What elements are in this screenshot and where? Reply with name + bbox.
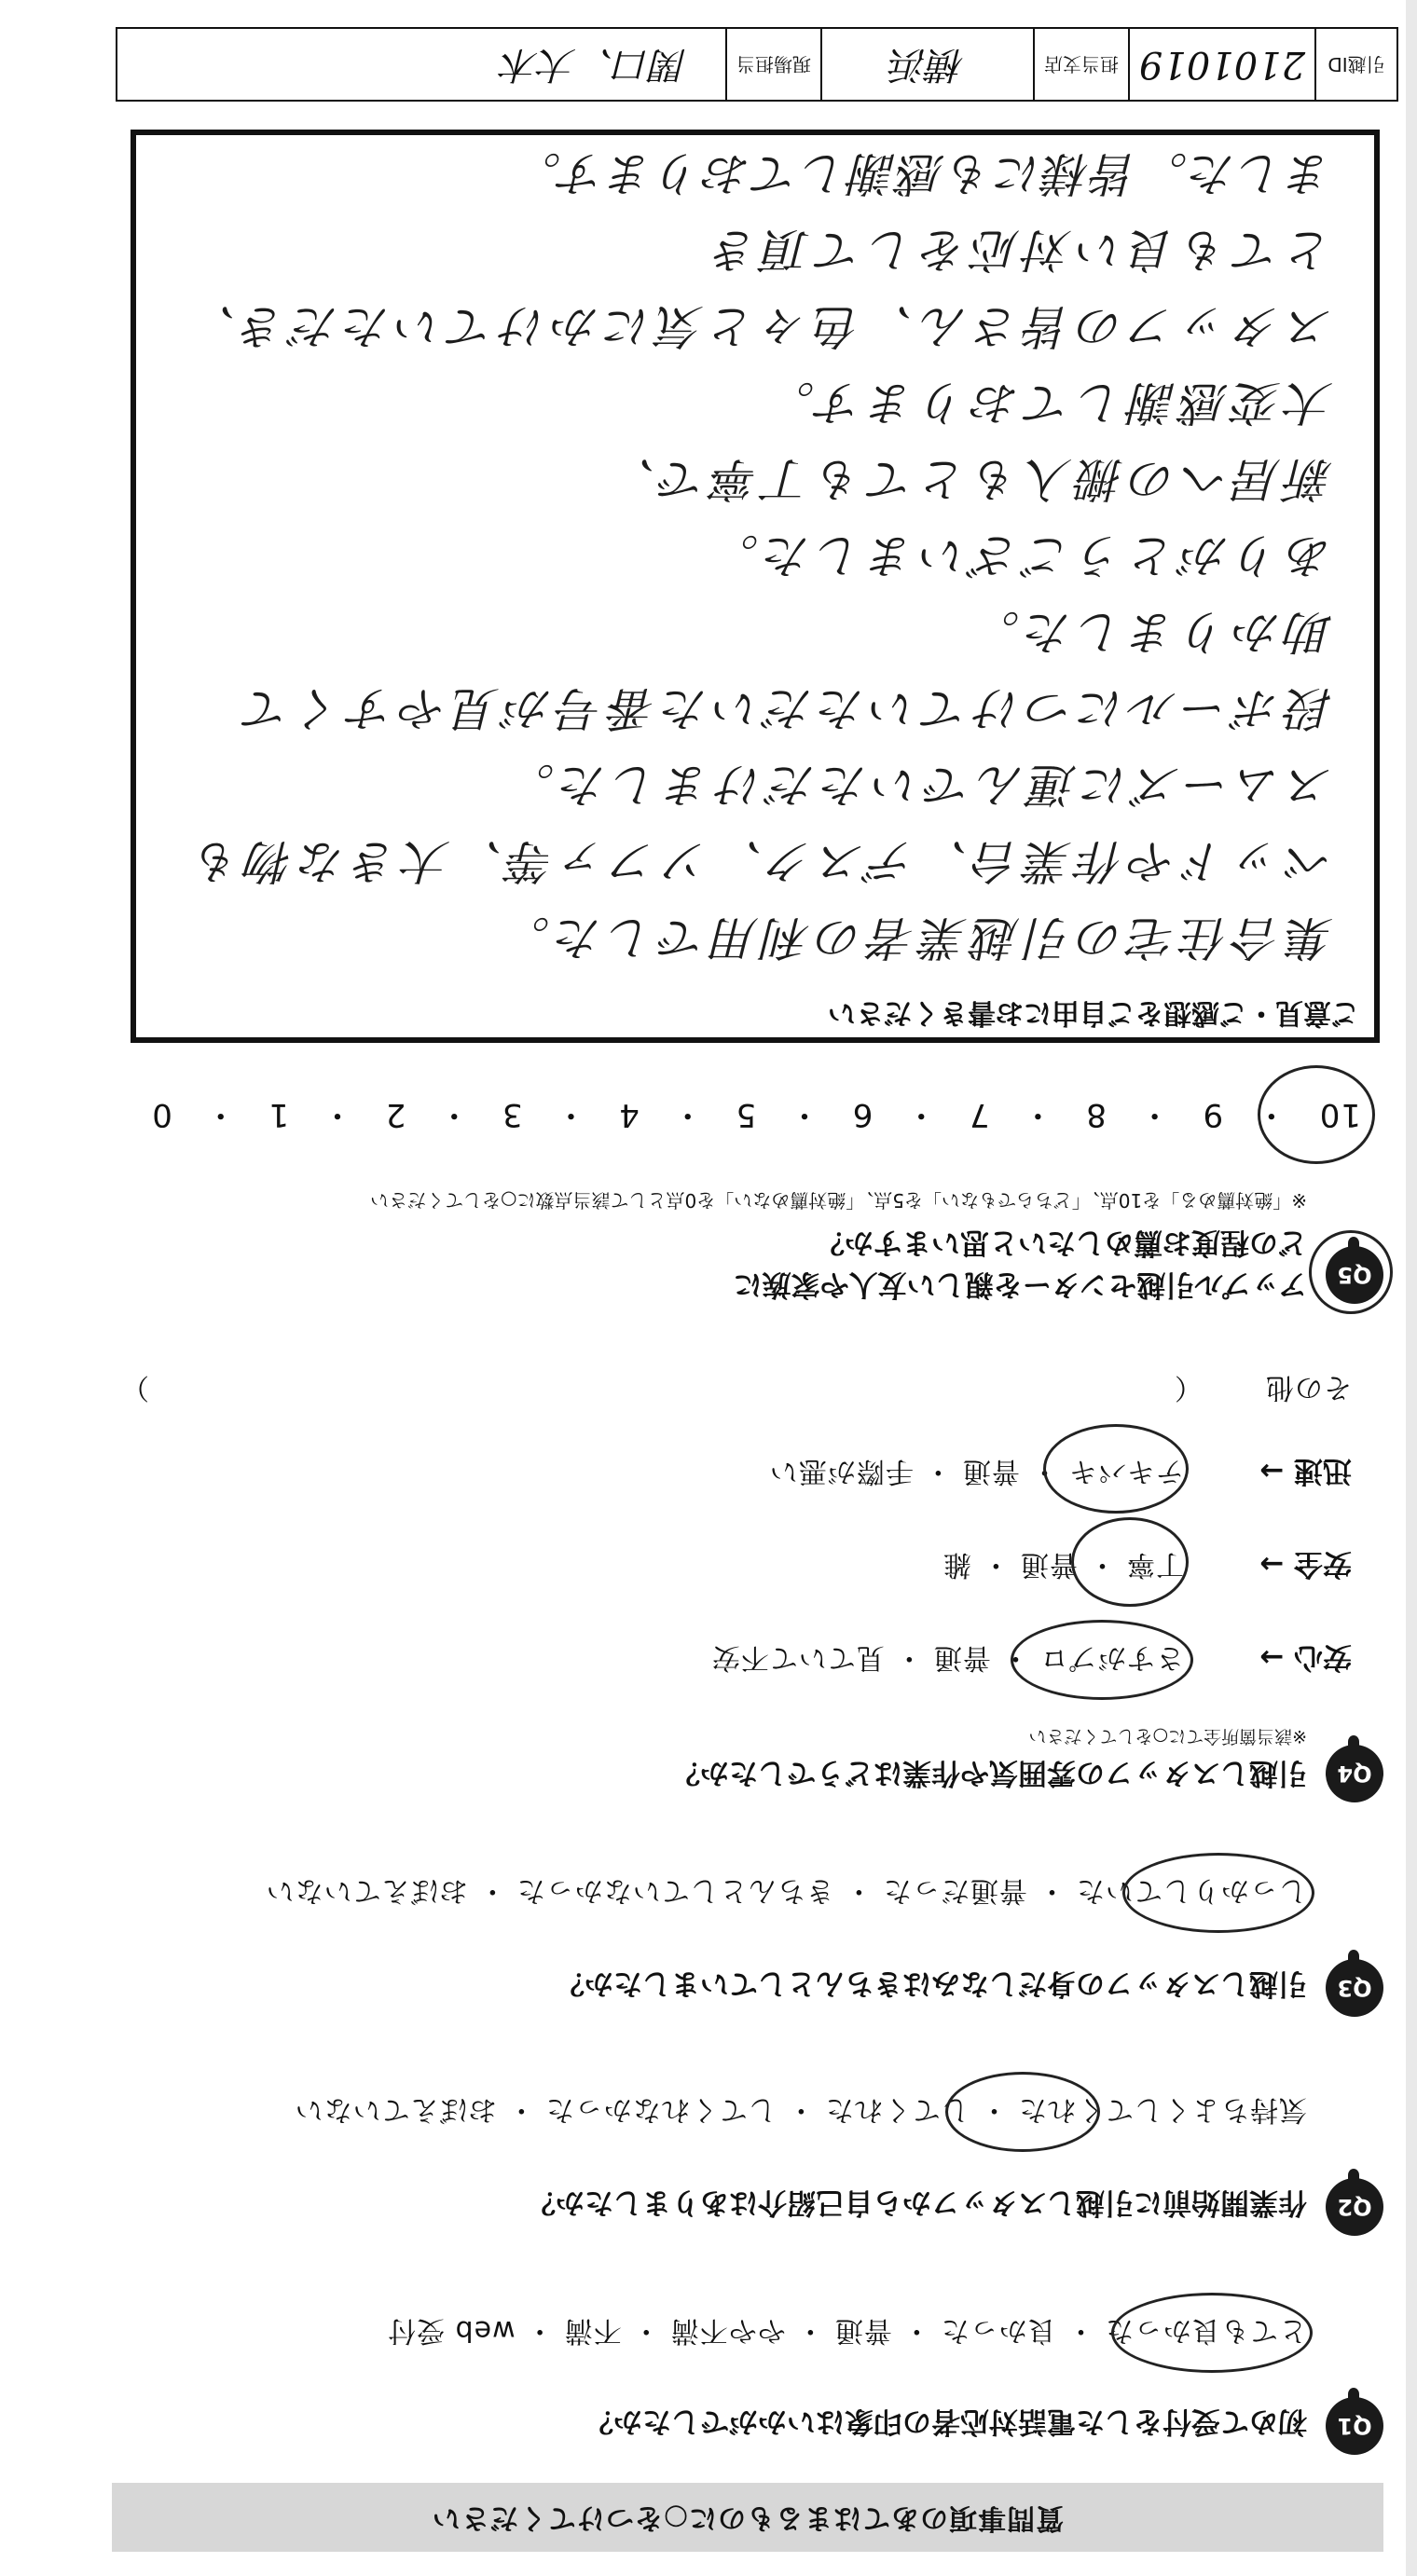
branch-value: 横浜 (820, 29, 1033, 100)
q4-other-close: ） (120, 1371, 149, 1404)
q4-row-speed-options: テキパキ ・ 普通 ・ 手際が悪い (768, 1455, 1184, 1487)
comment-line-9: スタッフの皆さん、色々と気にかけていただき、 (184, 299, 1333, 353)
move-id-label: 引越ID (1314, 29, 1396, 100)
comment-line-4: 段ボールにつけていただいた番号が見やすくて (239, 681, 1333, 735)
comment-line-1: 集合住宅の引越業者の利用でした。 (498, 911, 1333, 965)
comment-line-2: ベッドや作業台、デスク、ソファ等、大きな物も (189, 834, 1333, 888)
comment-line-10: とても良い対応をして頂き (707, 223, 1333, 277)
q4-question: 引越しスタッフの雰囲気や作業はどうでしたか？ (671, 1756, 1307, 1789)
q4-badge: Q4 (1326, 1745, 1383, 1802)
q2-badge: Q2 (1326, 2178, 1383, 2236)
q4-speed-circle (1043, 1424, 1189, 1514)
comment-line-6: ありがとうございました。 (707, 528, 1333, 582)
q5-question-line2: どの程度お薦めしたいと思いますか？ (816, 1226, 1307, 1259)
q2-answer-circle (945, 2072, 1100, 2152)
q1-options: とても良かった ・ 良かった ・ 普通 ・ やや不満 ・ 不満 ・ web 受付 (387, 2314, 1307, 2347)
meta-row (116, 27, 1398, 102)
q4-relief-circle (1011, 1620, 1193, 1700)
comment-line-11: ました。皆様にも感謝しております。 (513, 146, 1333, 200)
q4-row-relief-label: 安心 → (1259, 1640, 1352, 1674)
q5-badge-circle (1309, 1230, 1393, 1314)
comment-line-7: 新居への搬入もとても丁寧で、 (603, 452, 1333, 506)
move-id-value: 2101019 (1128, 29, 1314, 100)
q4-note: ※該当箇所全てに○をしてください (1028, 1726, 1307, 1747)
q3-question: 引越しスタッフの身だしなみはきちんとしていましたか？ (556, 1966, 1307, 2000)
q5-note: ※「絶対薦める」を10点、「どちらでもない」を5点、「絶対薦めない」を0点として該当点数に○をしてください (370, 1189, 1307, 1212)
q4-other-label: その他 (1265, 1371, 1352, 1404)
q2-options: 気持ちよくしてくれた ・ してくれた ・ してくれなかった ・ おぼえていない (294, 2093, 1307, 2126)
branch-label: 担当支店 (1033, 29, 1128, 100)
q2-question: 作業開始前に引越しスタッフから自己紹介はありましたか？ (527, 2185, 1307, 2219)
q1-question: 初めて受付をした電話対応者の印象はいかがでしたか？ (585, 2405, 1307, 2438)
q4-row-safety-label: 安全 → (1259, 1547, 1352, 1581)
person-label: 現場担当 (725, 29, 820, 100)
q1-answer-circle (1111, 2293, 1313, 2373)
q5-question-line1: アップル引越センターを親しい友人や家族に (733, 1267, 1307, 1301)
comment-line-8: 大変感謝しております。 (763, 376, 1333, 430)
q3-answer-circle (1122, 1853, 1314, 1933)
comment-line-5: 助かりました。 (968, 605, 1333, 659)
q5-badge: Q5 (1326, 1246, 1383, 1304)
q4-row-speed-label: 迅速 → (1259, 1454, 1352, 1487)
q3-options: しっかりしていた ・ 普通だった ・ きちんとしていなかった ・ おぼえていない (265, 1874, 1307, 1907)
comment-box-title: ご意見・ご感想をご自由にお書きください (828, 996, 1359, 1029)
person-value: 関口、大木 (502, 43, 688, 86)
q4-other-open: （ (1174, 1371, 1203, 1404)
q3-badge: Q3 (1326, 1959, 1383, 2017)
q1-badge: Q1 (1326, 2397, 1383, 2455)
comment-line-3: スムーズに運んでいただけました。 (502, 758, 1333, 812)
q5-answer-circle (1258, 1065, 1375, 1164)
instructions-header: 質問事項のあてはまるものに○をつけてください (112, 2483, 1383, 2552)
q4-row-safety-options: 丁寧 ・ 普通 ・ 雑 (942, 1548, 1184, 1581)
q4-row-relief-options: さすがプロ ・ 普通 ・ 見ていて不安 (710, 1641, 1184, 1674)
q5-scale: 10 ・ 9 ・ 8 ・ 7 ・ 6 ・ 5 ・ 4 ・ 3 ・ 2 ・ 1 ・ 0 (151, 1096, 1361, 1133)
q4-safety-circle (1071, 1517, 1189, 1607)
